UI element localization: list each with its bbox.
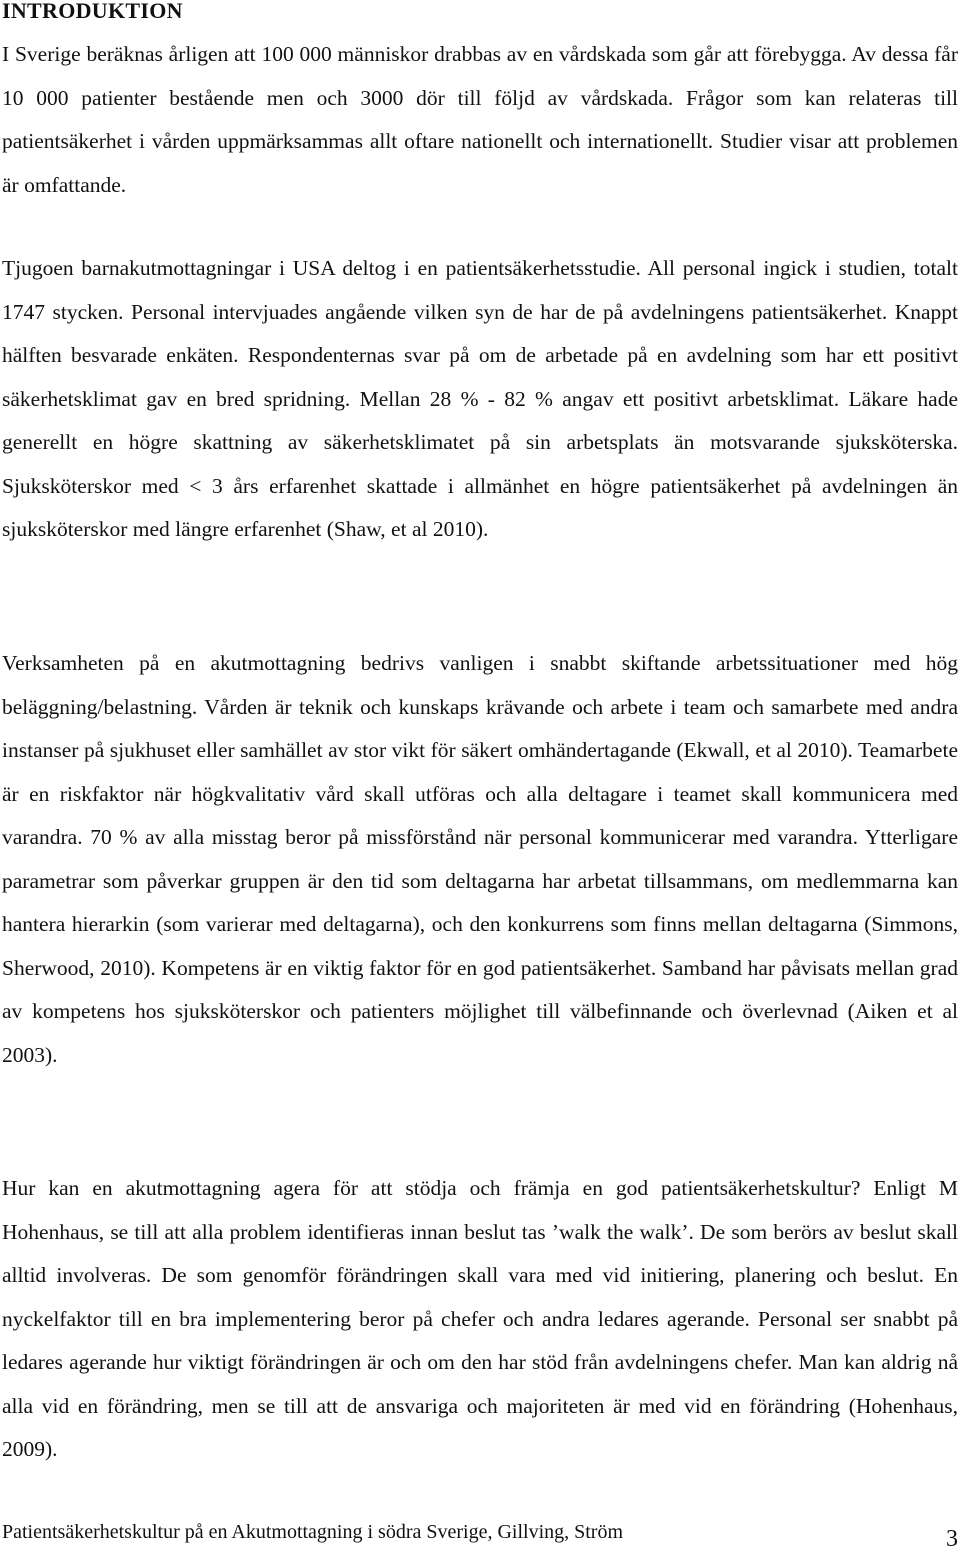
paragraph-emergency-work: Verksamheten på en akutmottagning bedrivs vanligen i snabbt skiftande arbetssituationer med hög beläggning/belastning. Vården är teknik och kunskaps krävande och arbete i team och samarbete med andra instanser på sjukhuset eller samhället av stor vikt för säkert omhändertagande (Ekwall, et al 2010). Teamarbete är en riskfaktor när högkvalitativ vård skall utföras och alla deltagare i teamet skall kommunicera med varandra. 70 % av alla misstag beror på missförstånd när personal kommunicerar med varandra. Ytterligare parametrar som påverkar gruppen är den tid som deltagarna har arbetat tillsammans, om medlemmarna kan hantera hierarkin (som varierar med deltagarna), och den konkurrens som finns mellan deltagarna (Simmons, Sherwood, 2010). Kompetens är en viktig faktor för en god patientsäkerhet. Samband har påvisats mellan grad av kompetens hos sjuksköterskor och patienters möjlighet till välbefinnande och överlevnad (Aiken et al 2003). [2,651,958,1067]
page-footer [2,1516,958,1550]
paragraph-safety-culture: Hur kan en akutmottagning agera för att stödja och främja en god patientsäkerhetskultur? Enligt M Hohenhaus, se till att alla problem identifieras innan beslut tas ’walk the walk’. De som berörs av beslut skall alltid involveras. De som genomför förändringen skall vara med vid initiering, planering och beslut. En nyckelfaktor till en bra implementering beror på chefer och andra ledares agerande. Personal ser snabbt på ledares agerande hur viktigt förändringen är och om den har stöd från avdelningens chefer. Man kan aldrig nå alla vid en förändring, men se till att de ansvariga och majoriteten är med vid en förändring (Hohenhaus, 2009). [2,1176,958,1461]
section-heading: INTRODUKTION [2,0,183,23]
page-number: 3 [946,1526,958,1552]
paragraph-intro: I Sverige beräknas årligen att 100 000 människor drabbas av en vårdskada som går att förebygga. Av dessa får 10 000 patienter bestående men och 3000 dör till följd av vårdskada. Frågor som kan relateras till patientsäkerhet i vården uppmärksammas allt oftare nationellt och internationellt. Studier visar att problemen är omfattande. [2,42,958,197]
paragraph-usa-study: Tjugoen barnakutmottagningar i USA deltog i en patientsäkerhetsstudie. All personal ingick i studien, totalt 1747 stycken. Personal intervjuades angående vilken syn de har de på avdelningens patientsäkerhet. Knappt hälften besvarade enkäten. Respondenternas svar på om de arbetade på en avdelning som har ett positivt säkerhetsklimat gav en bred spridning. Mellan 28 % - 82 % angav ett positivt arbetsklimat. Läkare hade generellt en högre skattning av säkerhetsklimatet på sin arbetsplats än motsvarande sjuksköterska. Sjuksköterskor med < 3 års erfarenhet skattade i allmänhet en högre patientsäkerhet på avdelningen än sjuksköterskor med längre erfarenhet (Shaw, et al 2010). [2,256,958,541]
footer-title: Patientsäkerhetskultur på en Akutmottagning i södra Sverige, Gillving, Ström [2,1521,624,1543]
